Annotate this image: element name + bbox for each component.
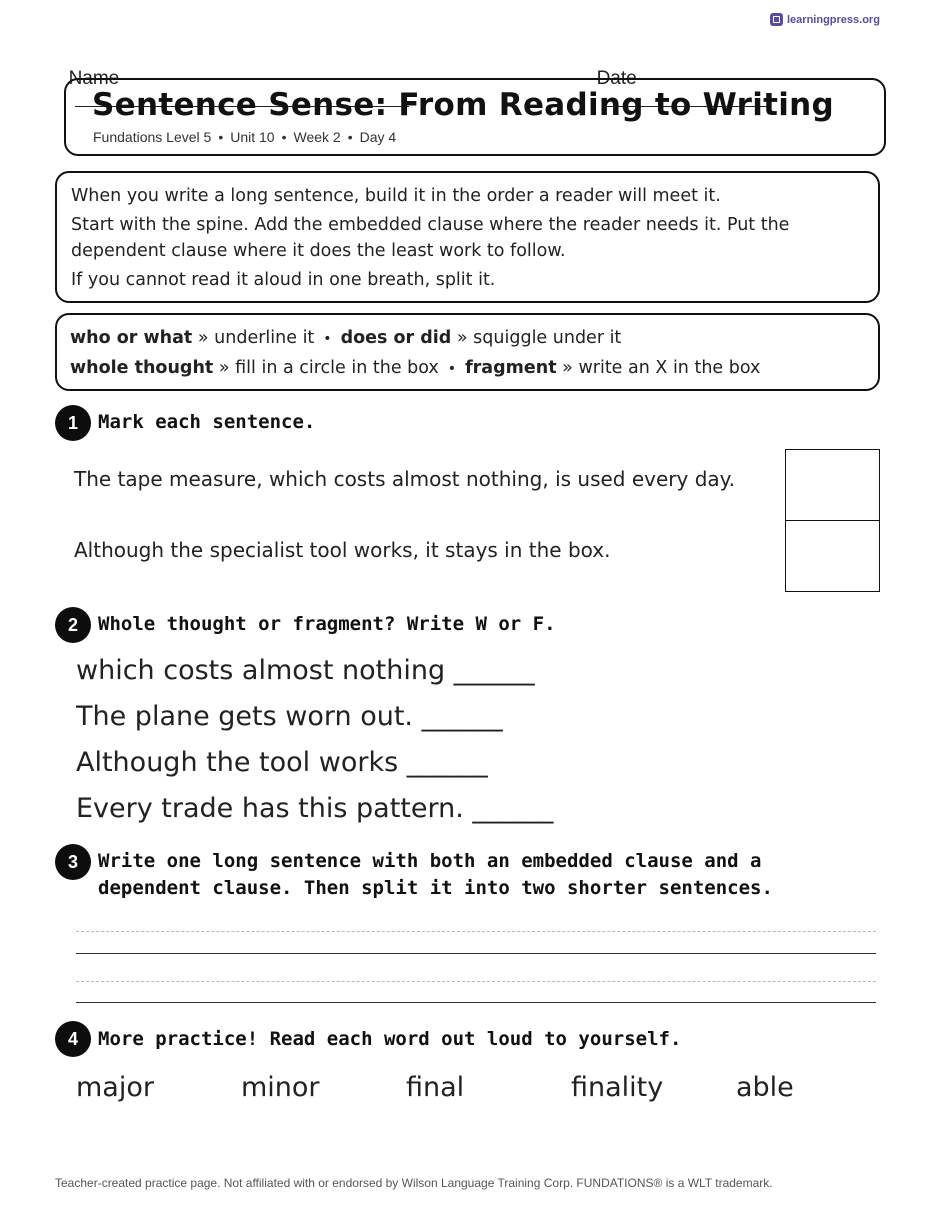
level-label: Fundations Level 5 [93, 129, 212, 145]
legend-desc: underline it [214, 328, 315, 348]
section-number: 1 [55, 405, 91, 441]
fragment-item[interactable]: Although the tool works ______ [76, 747, 488, 778]
page-title: Sentence Sense: From Reading to Writing [92, 87, 835, 123]
section-title: Mark each sentence. [98, 411, 316, 433]
fragment-item[interactable]: The plane gets worn out. ______ [76, 701, 503, 732]
legend-row: who or what » underline it • does or did » squiggle under it [70, 328, 622, 348]
date-label: Date [596, 68, 637, 89]
marking-legend [55, 313, 880, 391]
legend-row: whole thought » fill in a circle in the box • fragment » write an X in the box [70, 358, 761, 378]
writing-line[interactable] [76, 1002, 876, 1003]
legend-desc: squiggle under it [473, 328, 622, 348]
instruction-line: Start with the spine. Add the embedded clause where the reader needs it. Put the dependent clause where it does the least work to follow. [71, 215, 790, 261]
practice-word: finality [571, 1072, 664, 1103]
fragment-item[interactable]: which costs almost nothing ______ [76, 655, 535, 686]
sentence-to-mark[interactable]: The tape measure, which costs almost nothing, is used every day. [74, 467, 736, 491]
legend-term: whole thought [70, 358, 214, 378]
section-title: More practice! Read each word out loud to yourself. [98, 1028, 682, 1050]
brand-logo[interactable] [770, 13, 880, 26]
section-number: 4 [55, 1021, 91, 1057]
legend-desc: write an X in the box [578, 358, 761, 378]
answer-box-grid [785, 449, 880, 592]
sentence-to-mark[interactable]: Although the specialist tool works, it stays in the box. [74, 538, 611, 562]
section-title: Whole thought or fragment? Write W or F. [98, 613, 556, 635]
writing-line[interactable] [76, 953, 876, 954]
answer-box[interactable] [786, 520, 879, 590]
section-number: 2 [55, 607, 91, 643]
instructions-box [55, 171, 880, 303]
section-number: 3 [55, 844, 91, 880]
legend-desc: fill in a circle in the box [235, 358, 439, 378]
page-subtitle: Fundations Level 5 • Unit 10 • Week 2 • Day 4 [93, 129, 397, 145]
writing-guide-line [76, 981, 876, 982]
fragment-item[interactable]: Every trade has this pattern. ______ [76, 793, 554, 824]
writing-guide-line [76, 931, 876, 932]
footer-disclaimer: Teacher-created practice page. Not affiliated with or endorsed by Wilson Language Training Corp. FUNDATIONS® is a WLT trademark. [55, 1176, 773, 1190]
instruction-line: When you write a long sentence, build it in the order a reader will meet it. [71, 186, 721, 206]
legend-term: fragment [465, 358, 557, 378]
legend-term: does or did [340, 328, 452, 348]
section-title: Write one long sentence with both an embedded clause and a dependent clause. Then split it into two shorter sentences. [98, 850, 773, 899]
unit-label: Unit 10 [230, 129, 275, 145]
brand-text: learningpress.org [787, 13, 880, 26]
practice-word: able [736, 1072, 794, 1103]
practice-word: final [406, 1072, 465, 1103]
name-label: Name [68, 68, 120, 89]
practice-word: major [76, 1072, 154, 1103]
instruction-line: If you cannot read it aloud in one breath, split it. [71, 270, 496, 290]
answer-box[interactable] [786, 450, 879, 520]
week-label: Week 2 [293, 129, 341, 145]
day-label: Day 4 [359, 129, 397, 145]
practice-word: minor [241, 1072, 320, 1103]
book-icon [770, 13, 783, 26]
legend-term: who or what [70, 328, 193, 348]
